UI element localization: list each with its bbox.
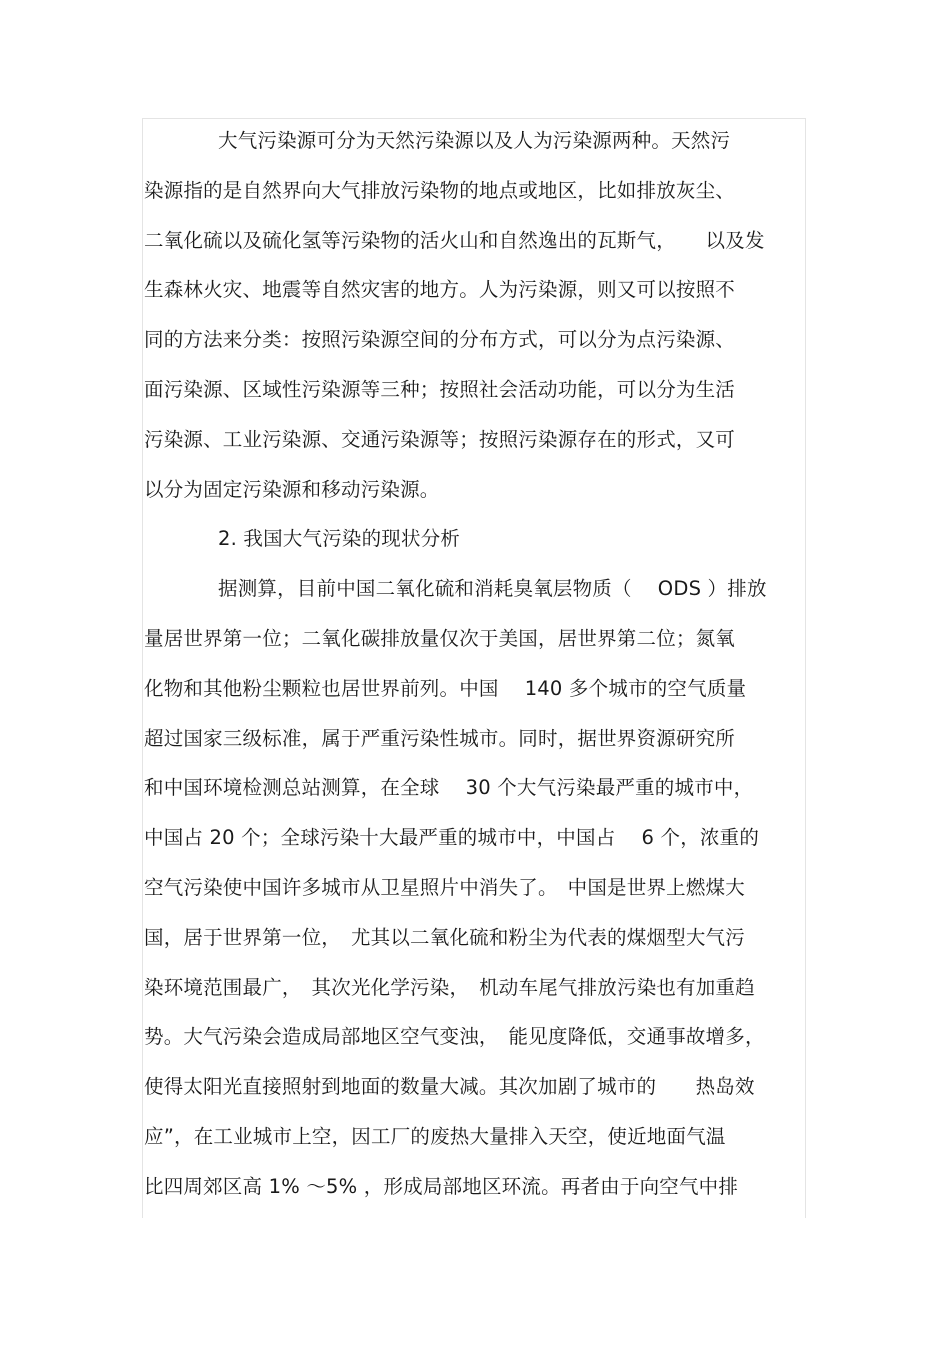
paragraph-2-line-12: 应”，在工业城市上空，因工厂的废热大量排入天空，使近地面气温 <box>144 1124 726 1148</box>
paragraph-1-line-2: 染源指的是自然界向大气排放污染物的地点或地区，比如排放灰尘、 <box>144 178 736 202</box>
paragraph-2-line-8: 国，居于世界第一位， 尤其以二氧化硫和粉尘为代表的煤烟型大气污 <box>144 925 745 949</box>
paragraph-1-line-1: 大气污染源可分为天然污染源以及人为污染源两种。天然污 <box>218 129 731 152</box>
paragraph-2-line-13: 比四周郊区高 1% ～5% ，形成局部地区环流。再者由于向空气中排 <box>144 1174 739 1198</box>
paragraph-2-line-5: 和中国环境检测总站测算，在全球 30 个大气污染最严重的城市中， <box>144 776 754 800</box>
paragraph-2-line-9: 染环境范围最广， 其次光化学污染， 机动车尾气排放污染也有加重趋 <box>144 975 755 999</box>
paragraph-2-line-10: 势。大气污染会造成局部地区空气变浊， 能见度降低，交通事故增多， <box>144 1025 765 1049</box>
paragraph-2-line-3: 化物和其他粉尘颗粒也居世界前列。中国 140 多个城市的空气质量 <box>144 676 747 700</box>
paragraph-1-line-3: 二氧化硫以及硫化氢等污染物的活火山和自然逸出的瓦斯气， 以及发 <box>144 228 765 252</box>
paragraph-2-line-2: 量居世界第一位；二氧化碳排放量仅次于美国，居世界第二位；氮氧 <box>144 626 736 650</box>
paragraph-1-line-7: 污染源、工业污染源、交通污染源等；按照污染源存在的形式，又可 <box>144 427 736 451</box>
paragraph-1-line-4: 生森林火灾、地震等自然灾害的地方。人为污染源，则又可以按照不 <box>144 278 736 302</box>
paragraph-1-line-8: 以分为固定污染源和移动污染源。 <box>144 477 440 501</box>
paragraph-1-line-6: 面污染源、区域性污染源等三种；按照社会活动功能，可以分为生活 <box>144 377 736 401</box>
paragraph-2-line-4: 超过国家三级标准，属于严重污染性城市。同时，据世界资源研究所 <box>144 726 736 750</box>
paragraph-2-line-7: 空气污染使中国许多城市从卫星照片中消失了。 中国是世界上燃煤大 <box>144 875 745 899</box>
document-body <box>144 124 804 1220</box>
paragraph-1-line-5: 同的方法来分类：按照污染源空间的分布方式，可以分为点污染源、 <box>144 328 736 352</box>
paragraph-2-line-11: 使得太阳光直接照射到地面的数量大减。其次加剧了城市的 热岛效 <box>144 1075 755 1099</box>
paragraph-2-line-6: 中国占 20 个；全球污染十大最严重的城市中，中国占 6 个，浓重的 <box>144 826 760 850</box>
paragraph-2-line-1: 据测算，目前中国二氧化硫和消耗臭氧层物质（ ODS ）排放 <box>218 577 767 601</box>
section-heading: 2. 我国大气污染的现状分析 <box>218 527 461 551</box>
